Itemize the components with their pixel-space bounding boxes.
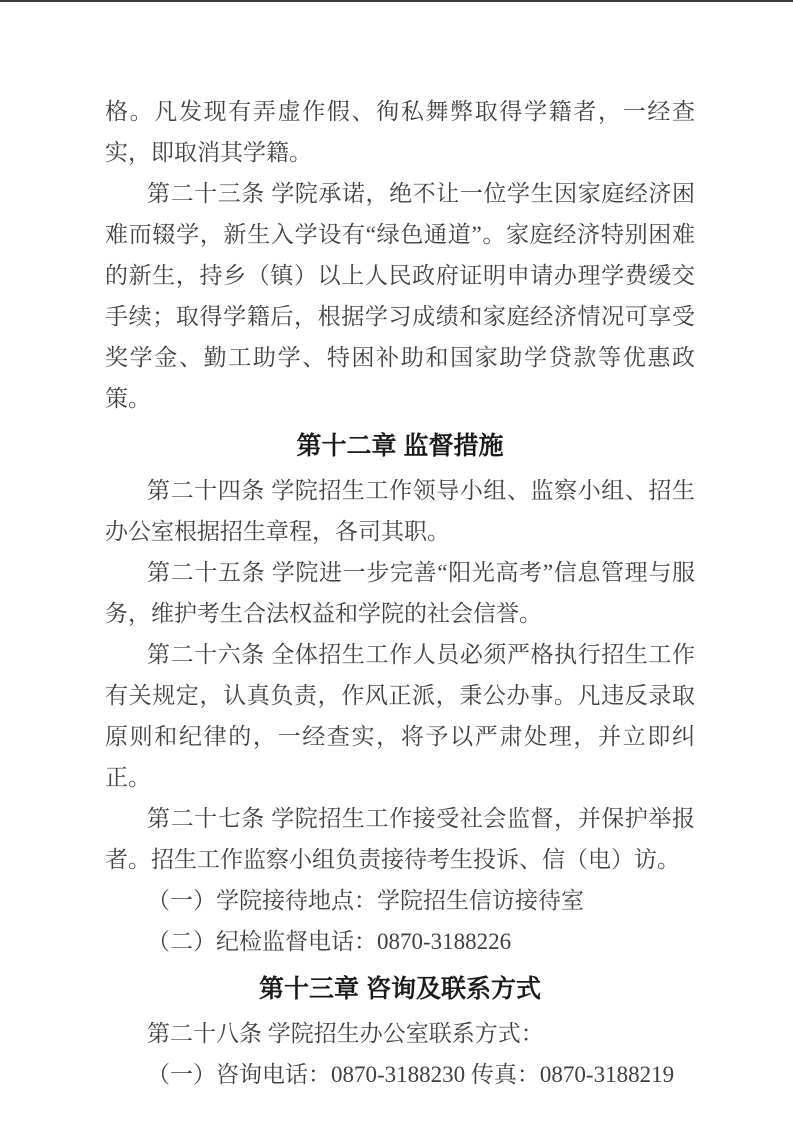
paragraph: 第二十四条 学院招生工作领导小组、监察小组、招生办公室根据招生章程，各司其职。 bbox=[105, 478, 695, 544]
page-top-edge-line bbox=[0, 0, 793, 2]
paragraph: 第二十六条 全体招生工作人员必须严格执行招生工作有关规定，认真负责，作风正派，秉公办事。凡违反录取原则和纪律的，一经查实，将予以严肃处理，并立即纠正。 bbox=[105, 642, 695, 790]
paragraph: 第二十七条 学院招生工作接受社会监督，并保护举报者。招生工作监察小组负责接待考生投诉、信（电）访。 bbox=[105, 806, 695, 872]
paragraph: 第二十五条 学院进一步完善“阳光高考”信息管理与服务，维护考生合法权益和学院的社会信誉。 bbox=[105, 560, 695, 626]
chapter-heading: 第十二章 监督措施 bbox=[296, 432, 504, 460]
chapter-heading: 第十三章 咨询及联系方式 bbox=[259, 975, 541, 1003]
paragraph: （一）咨询电话：0870-3188230 传真：0870-3188219 bbox=[147, 1062, 675, 1087]
paragraph: （二）纪检监督电话：0870-3188226 bbox=[147, 929, 512, 954]
paragraph: （一）学院接待地点：学院招生信访接待室 bbox=[147, 888, 584, 913]
paragraph: 第二十三条 学院承诺，绝不让一位学生因家庭经济困难而辍学，新生入学设有“绿色通道”。家庭经济特别困难的新生，持乡（镇）以上人民政府证明申请办理学费缓交手续；取得学籍后，根据学习成绩和家庭经济情况可享受奖学金、勤工助学、特困补助和国家助学贷款等优惠政策。 bbox=[105, 181, 695, 411]
paragraph: 格。凡发现有弄虚作假、徇私舞弊取得学籍者，一经查实，即取消其学籍。 bbox=[105, 99, 695, 165]
paragraph: 第二十八条 学院招生办公室联系方式： bbox=[147, 1021, 544, 1046]
